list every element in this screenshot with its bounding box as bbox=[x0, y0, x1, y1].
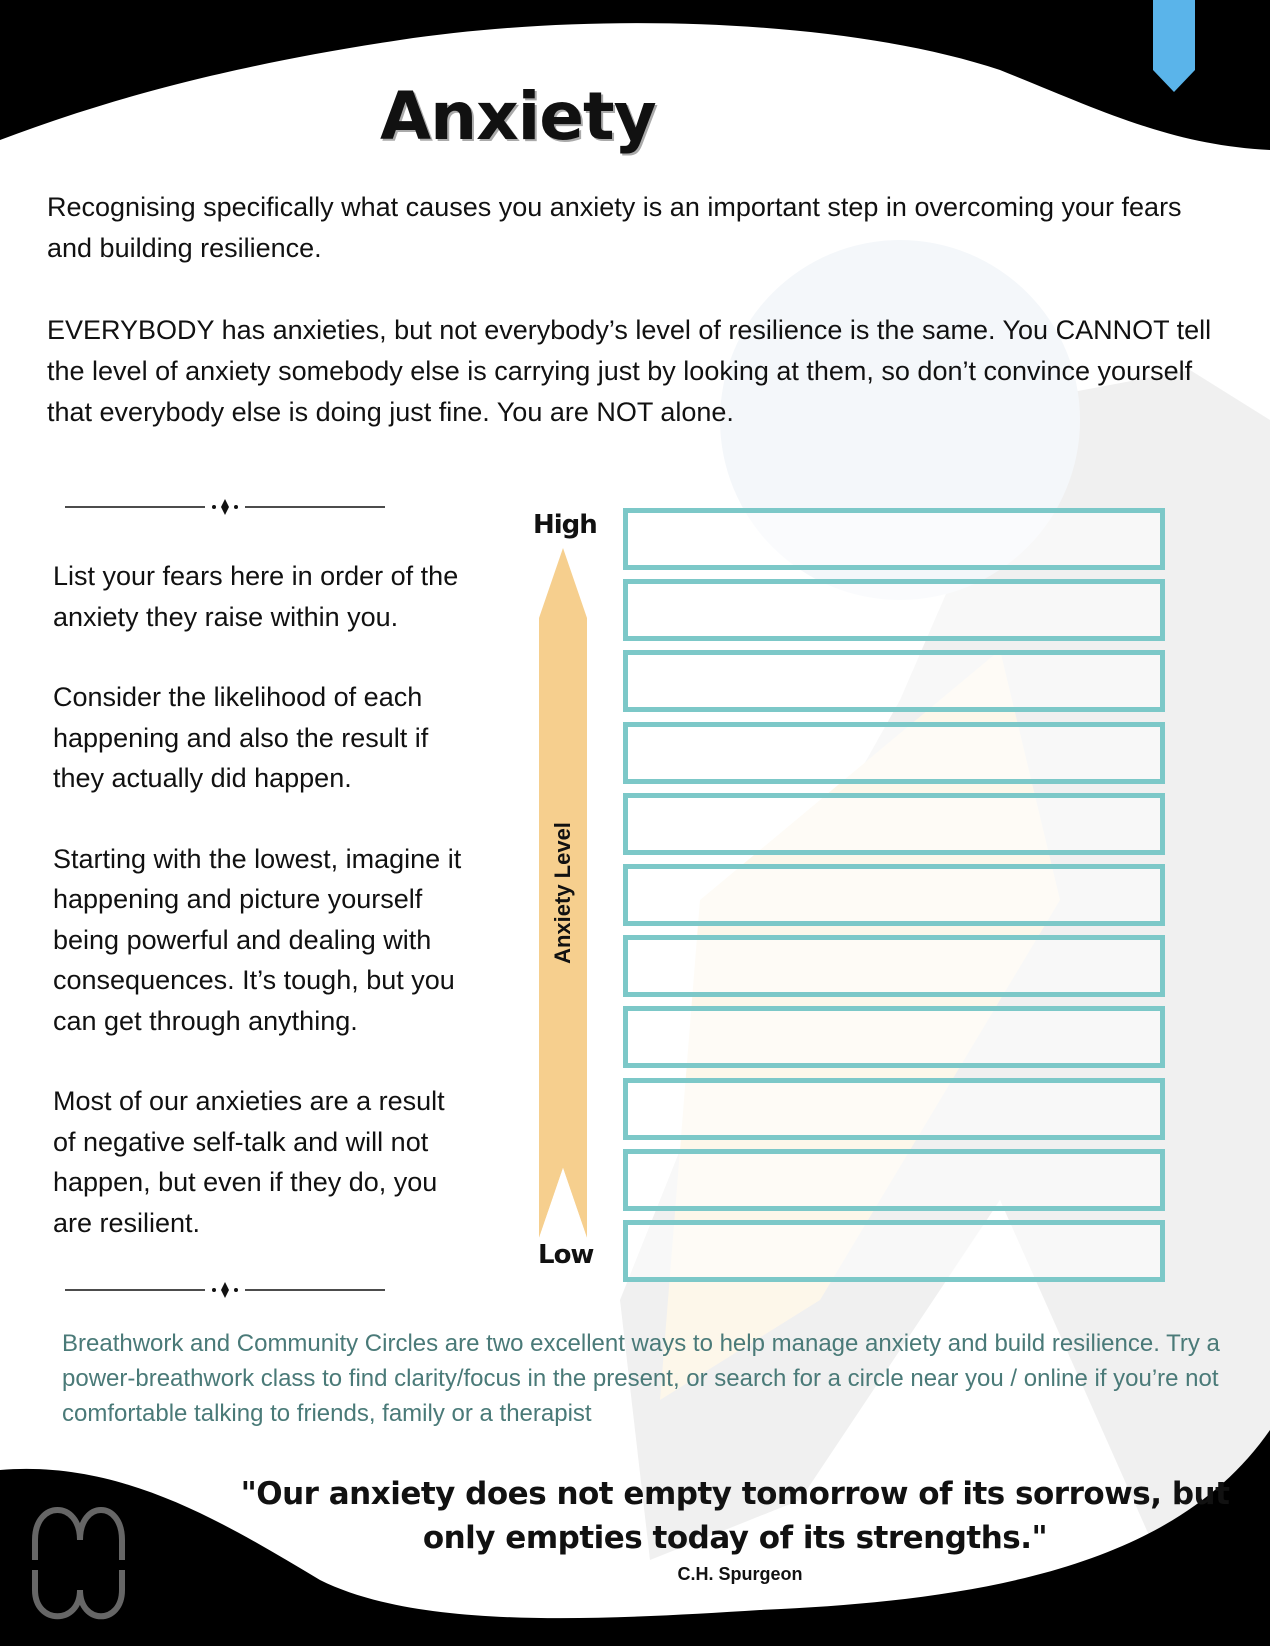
scale-low-label: Low bbox=[538, 1240, 594, 1270]
anxiety-level-axis-label: Anxiety Level bbox=[550, 822, 575, 964]
intro-paragraph-2: EVERYBODY has anxieties, but not everybody’s level of resilience is the same. You CANNOT tell the level of anxiety somebody else is carrying just by looking at them, so don’t convince yourself that everybody else is doing just fine. You are NOT alone. bbox=[47, 315, 1212, 427]
instruction-4: Most of our anxieties are a result of negative self-talk and will not happen, but even if they do, you are resilient. bbox=[53, 1086, 445, 1238]
fear-input-box[interactable] bbox=[623, 935, 1165, 997]
intro-paragraph-1: Recognising specifically what causes you anxiety is an important step in overcoming your fears and building resilience. bbox=[47, 192, 1182, 263]
page-title: Anxiety bbox=[380, 78, 656, 155]
fear-input-box[interactable] bbox=[623, 722, 1165, 784]
fear-input-box[interactable] bbox=[623, 508, 1165, 570]
ornament-divider-top bbox=[65, 497, 385, 517]
fear-input-box[interactable] bbox=[623, 1149, 1165, 1211]
quote-author: C.H. Spurgeon bbox=[677, 1564, 803, 1584]
fear-input-box[interactable] bbox=[623, 650, 1165, 712]
instruction-2: Consider the likelihood of each happening and also the result if they actually did happen. bbox=[53, 682, 429, 793]
instruction-1: List your fears here in order of the anxiety they raise within you. bbox=[53, 561, 459, 632]
fear-input-box[interactable] bbox=[623, 793, 1165, 855]
instruction-3: Starting with the lowest, imagine it happening and picture yourself being powerful and dealing with consequences. It’s tough, but you can get through anything. bbox=[53, 843, 462, 1036]
fear-input-box[interactable] bbox=[623, 1220, 1165, 1282]
tip-paragraph: Breathwork and Community Circles are two excellent ways to help manage anxiety and build resilience. Try a power-breathwork class to find clarity/focus in the present, or search for a circle near you / online if you’re not comfortable talking to friends, family or a therapist bbox=[62, 1330, 1220, 1427]
fear-input-box[interactable] bbox=[623, 1078, 1165, 1140]
scale-high-label: High bbox=[533, 510, 597, 540]
fear-input-box[interactable] bbox=[623, 579, 1165, 641]
quote-text: "Our anxiety does not empty tomorrow of its sorrows, but only empties today of its strengths." bbox=[240, 1476, 1230, 1556]
ornament-divider-bottom bbox=[65, 1280, 385, 1300]
fear-input-box[interactable] bbox=[623, 864, 1165, 926]
fear-input-box[interactable] bbox=[623, 1006, 1165, 1068]
instructions bbox=[53, 556, 473, 1283]
